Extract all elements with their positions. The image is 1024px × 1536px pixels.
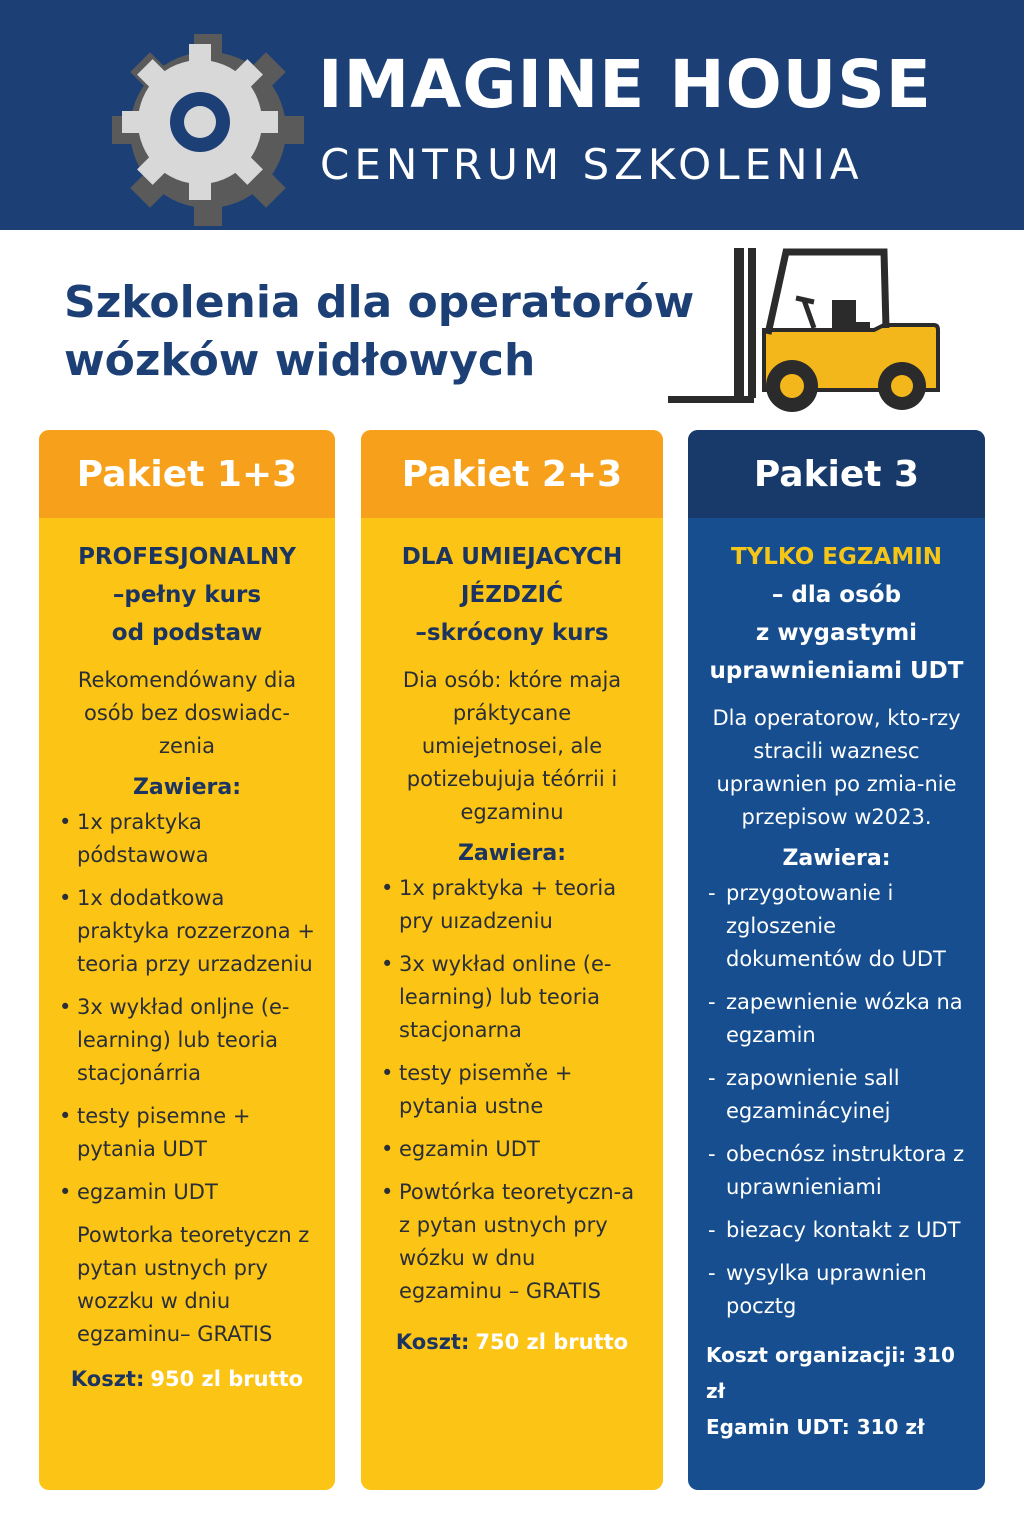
package-subtitle-line: –pełny kurs <box>112 582 262 608</box>
list-item: • 3x wykład onljne (e-learning) lub teoria stacjonárria <box>57 991 317 1090</box>
package-subtitle-line: uprawnieniami UDT <box>709 658 964 684</box>
list-item: • 3x wykład online (e-learning) lub teoria stacjonarna <box>379 948 645 1047</box>
contains-label: Zawiera: <box>457 841 567 866</box>
page-title-line-2: wózków widłowych <box>64 335 536 386</box>
list-item: • testy pisemňe + pytania ustne <box>379 1057 645 1123</box>
gear-icon <box>108 30 308 230</box>
cost-label: Koszt: <box>70 1367 145 1391</box>
package-cost <box>706 1337 967 1445</box>
brand-title: IMAGINE HOUSE <box>318 46 932 123</box>
package-title: Pakiet 1+3 <box>39 430 335 518</box>
package-subtitle-line: – dla osób <box>771 582 902 608</box>
package-items <box>57 806 317 1209</box>
page-title-line-1: Szkolenia dla operatorów <box>64 277 695 328</box>
cost-value: 950 zl brutto <box>150 1367 304 1391</box>
list-item: - zapownienie sall egzaminácyinej <box>706 1062 967 1128</box>
package-subtitle <box>379 538 645 652</box>
list-item: • testy pisemne + pytania UDT <box>57 1100 317 1166</box>
list-item: - wysylka uprawnien pocztg <box>706 1257 967 1323</box>
cost-exam: Egamin UDT: 310 zł <box>706 1415 925 1439</box>
cost-organization: Koszt organizacji: 310 zł <box>706 1343 955 1403</box>
package-subtitle-first: DLA UMIEJACYCH <box>401 544 623 570</box>
package-description: Dla operatorow, kto-rzy stracili waznesc uprawnien po zmia-nie przepisow w2023. <box>712 706 961 829</box>
package-card-2 <box>361 430 663 1490</box>
package-items <box>379 872 645 1308</box>
list-item: • egzamin UDT <box>57 1176 317 1209</box>
list-item: - biezacy kontakt z UDT <box>706 1214 967 1247</box>
package-subtitle <box>57 538 317 652</box>
package-note: Powtorka teoretyczn z pytan ustnych pry wozzku w dniu egzaminu– GRATIS <box>77 1223 310 1346</box>
list-item: • Powtórka teoretyczn-a z pytan ustnych pry wózku w dnu egzaminu – GRATIS <box>379 1176 645 1308</box>
cost-value: 750 zl brutto <box>475 1330 629 1354</box>
list-item: • 1x praktyka pódstawowa <box>57 806 317 872</box>
package-subtitle-first: PROFESJONALNY <box>78 544 296 570</box>
list-item: - zapewnienie wózka na egzamin <box>706 986 967 1052</box>
contains-label: Zawiera: <box>782 846 891 871</box>
brand-subtitle: CENTRUM SZKOLENIA <box>320 140 864 189</box>
package-cost <box>57 1367 317 1391</box>
forklift-icon <box>664 240 954 415</box>
list-item: • egzamin UDT <box>379 1133 645 1166</box>
package-description: Rekomendówany dia osób bez doswiadc-zenia <box>77 668 297 758</box>
package-subtitle <box>706 538 967 690</box>
package-card-3 <box>688 430 985 1490</box>
package-subtitle-line: od podstaw <box>111 620 263 646</box>
list-item: - przygotowanie i zgloszenie dokumentów do UDT <box>706 877 967 976</box>
package-card-1 <box>39 430 335 1490</box>
package-subtitle-first: TYLKO EGZAMIN <box>730 544 943 570</box>
header-banner <box>0 0 1024 230</box>
list-item: • 1x dodatkowa praktyka rozzerzona + teoria przy urzadzeniu <box>57 882 317 981</box>
package-items <box>706 877 967 1323</box>
package-cost <box>379 1330 645 1354</box>
package-title: Pakiet 3 <box>688 430 985 518</box>
package-subtitle-line: z wygastymi <box>755 620 918 646</box>
page-title <box>64 274 744 390</box>
cost-label: Koszt: <box>395 1330 470 1354</box>
contains-label: Zawiera: <box>132 775 242 800</box>
package-title: Pakiet 2+3 <box>361 430 663 518</box>
package-subtitle-line: JÉZDZIĆ <box>460 582 564 608</box>
list-item: • 1x praktyka + teoria pry uızadzeniu <box>379 872 645 938</box>
list-item: - obecnósz instruktora z uprawnieniami <box>706 1138 967 1204</box>
package-subtitle-line: –skrócony kurs <box>415 620 609 646</box>
package-description: Dia osób: które maja práktycane umiejetnosei, ale potizebujuja téórrii i egzaminu <box>402 668 622 824</box>
